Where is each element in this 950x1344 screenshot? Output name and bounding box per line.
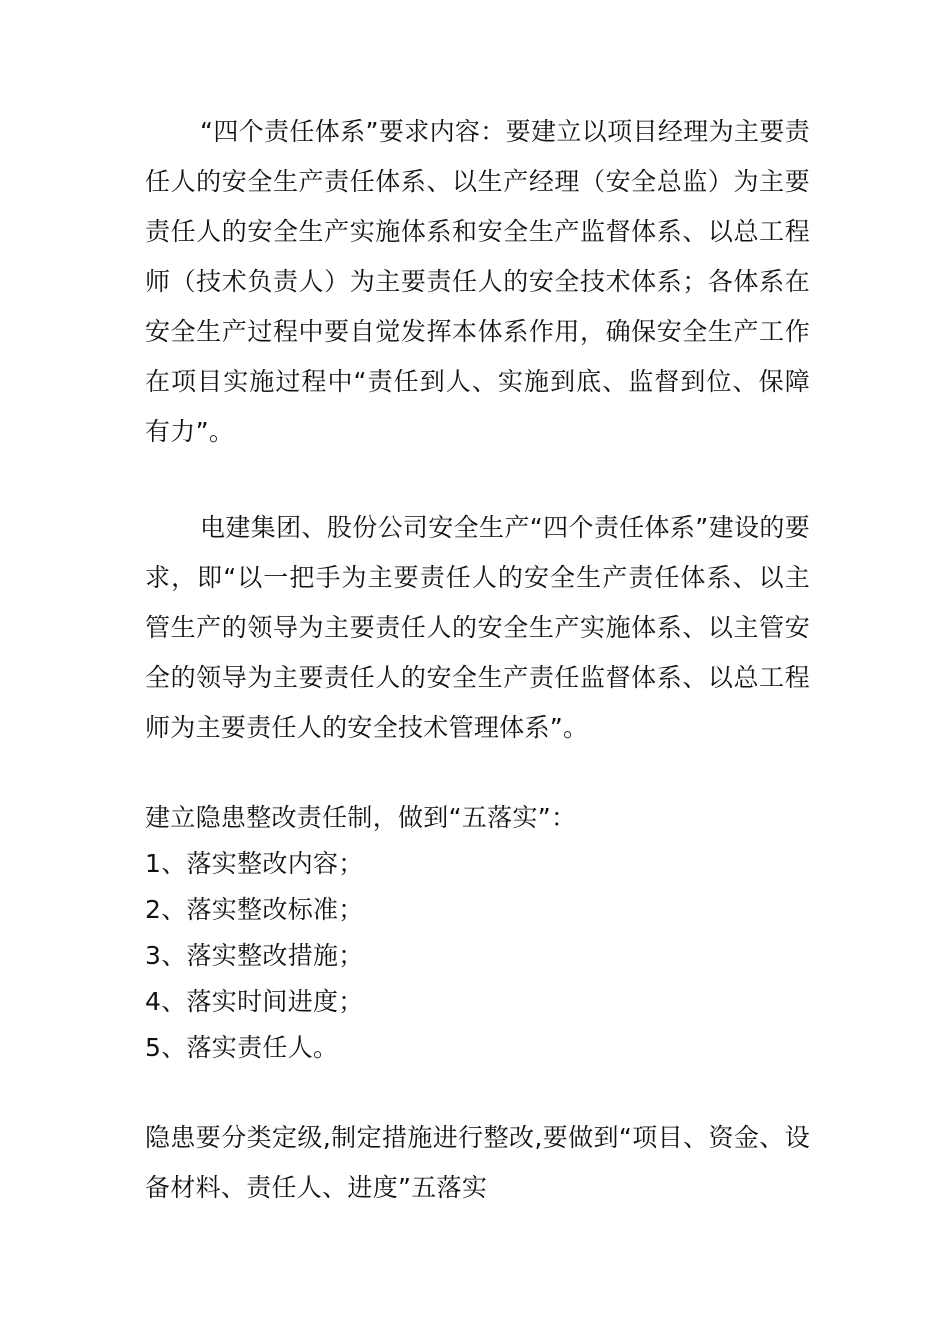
document-page (145, 107, 810, 1213)
list-item: 1、落实整改内容； (145, 849, 364, 878)
paragraph-group-requirements: 电建集团、股份公司安全生产“四个责任体系”建设的要求，即“以一把手为主要责任人的安全生产责任体系、以主管生产的领导为主要责任人的安全生产实施体系、以主管安全的领导为主要责任人的安全生产责任监督体系、以总工程师为主要责任人的安全技术管理体系”。 (145, 513, 810, 742)
list-item: 5、落实责任人。 (145, 1033, 339, 1062)
paragraph-rectification-intro: 建立隐患整改责任制，做到“五落实”： (145, 803, 577, 832)
paragraph-spacer (145, 457, 810, 503)
list-item: 3、落实整改措施； (145, 941, 364, 970)
paragraph-spacer (145, 753, 810, 795)
paragraph-hazard-classification: 隐患要分类定级,制定措施进行整改,要做到“项目、资金、设备材料、责任人、进度”五落实 (145, 1123, 810, 1202)
paragraph-four-responsibility-systems: “四个责任体系”要求内容：要建立以项目经理为主要责任人的安全生产责任体系、以生产经理（安全总监）为主要责任人的安全生产实施体系和安全生产监督体系、以总工程师（技术负责人）为主要责任人的安全技术体系；各体系在安全生产过程中要自觉发挥本体系作用，确保安全生产工作在项目实施过程中“责任到人、实施到底、监督到位、保障有力”。 (145, 117, 810, 446)
paragraph-spacer (145, 1071, 810, 1113)
five-implementations-list (145, 841, 810, 1071)
list-item: 2、落实整改标准； (145, 895, 364, 924)
list-item: 4、落实时间进度； (145, 987, 364, 1016)
